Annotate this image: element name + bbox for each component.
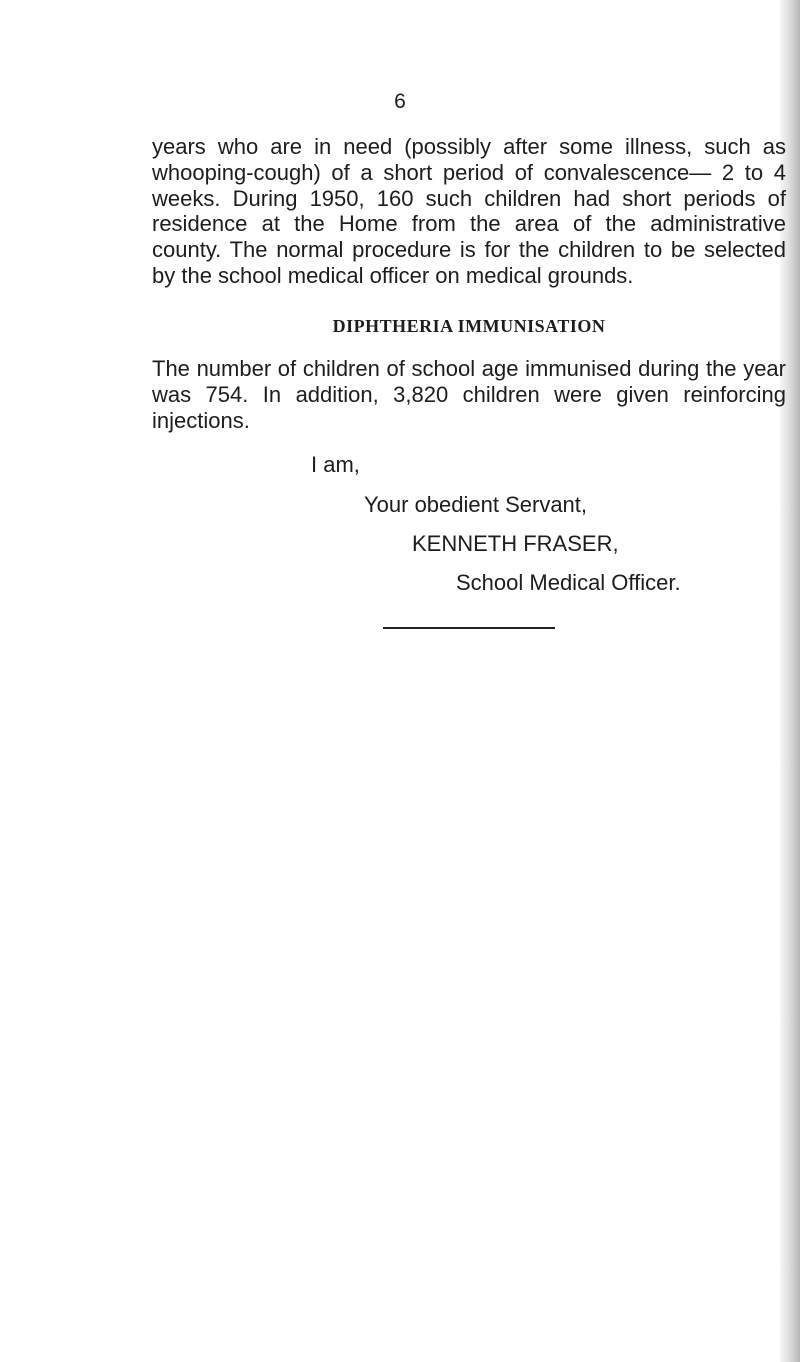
page-number: 6 — [394, 90, 406, 113]
closing-line-1: I am, — [311, 452, 360, 477]
paragraph-immunisation: The number of children of school age immunised during the year was 754. In addition, 3,820 children were given reinforcing injections. — [152, 356, 786, 433]
paragraph-convalescence: years who are in need (possibly after some illness, such as whooping-cough) of a short period of convalescence— 2 to 4 weeks. During 1950, 160 such children had short periods of residence at the Home from the area of the administrative county. The normal procedure is for the children to be selected by the school medical officer on medical grounds. — [152, 134, 786, 288]
closing-line-2: Your obedient Servant, — [364, 492, 588, 517]
signatory-name: KENNETH FRASER, — [412, 531, 619, 556]
section-heading: DIPHTHERIA IMMUNISATION — [332, 316, 606, 336]
end-rule — [383, 627, 555, 629]
signatory-title: School Medical Officer. — [456, 570, 681, 595]
